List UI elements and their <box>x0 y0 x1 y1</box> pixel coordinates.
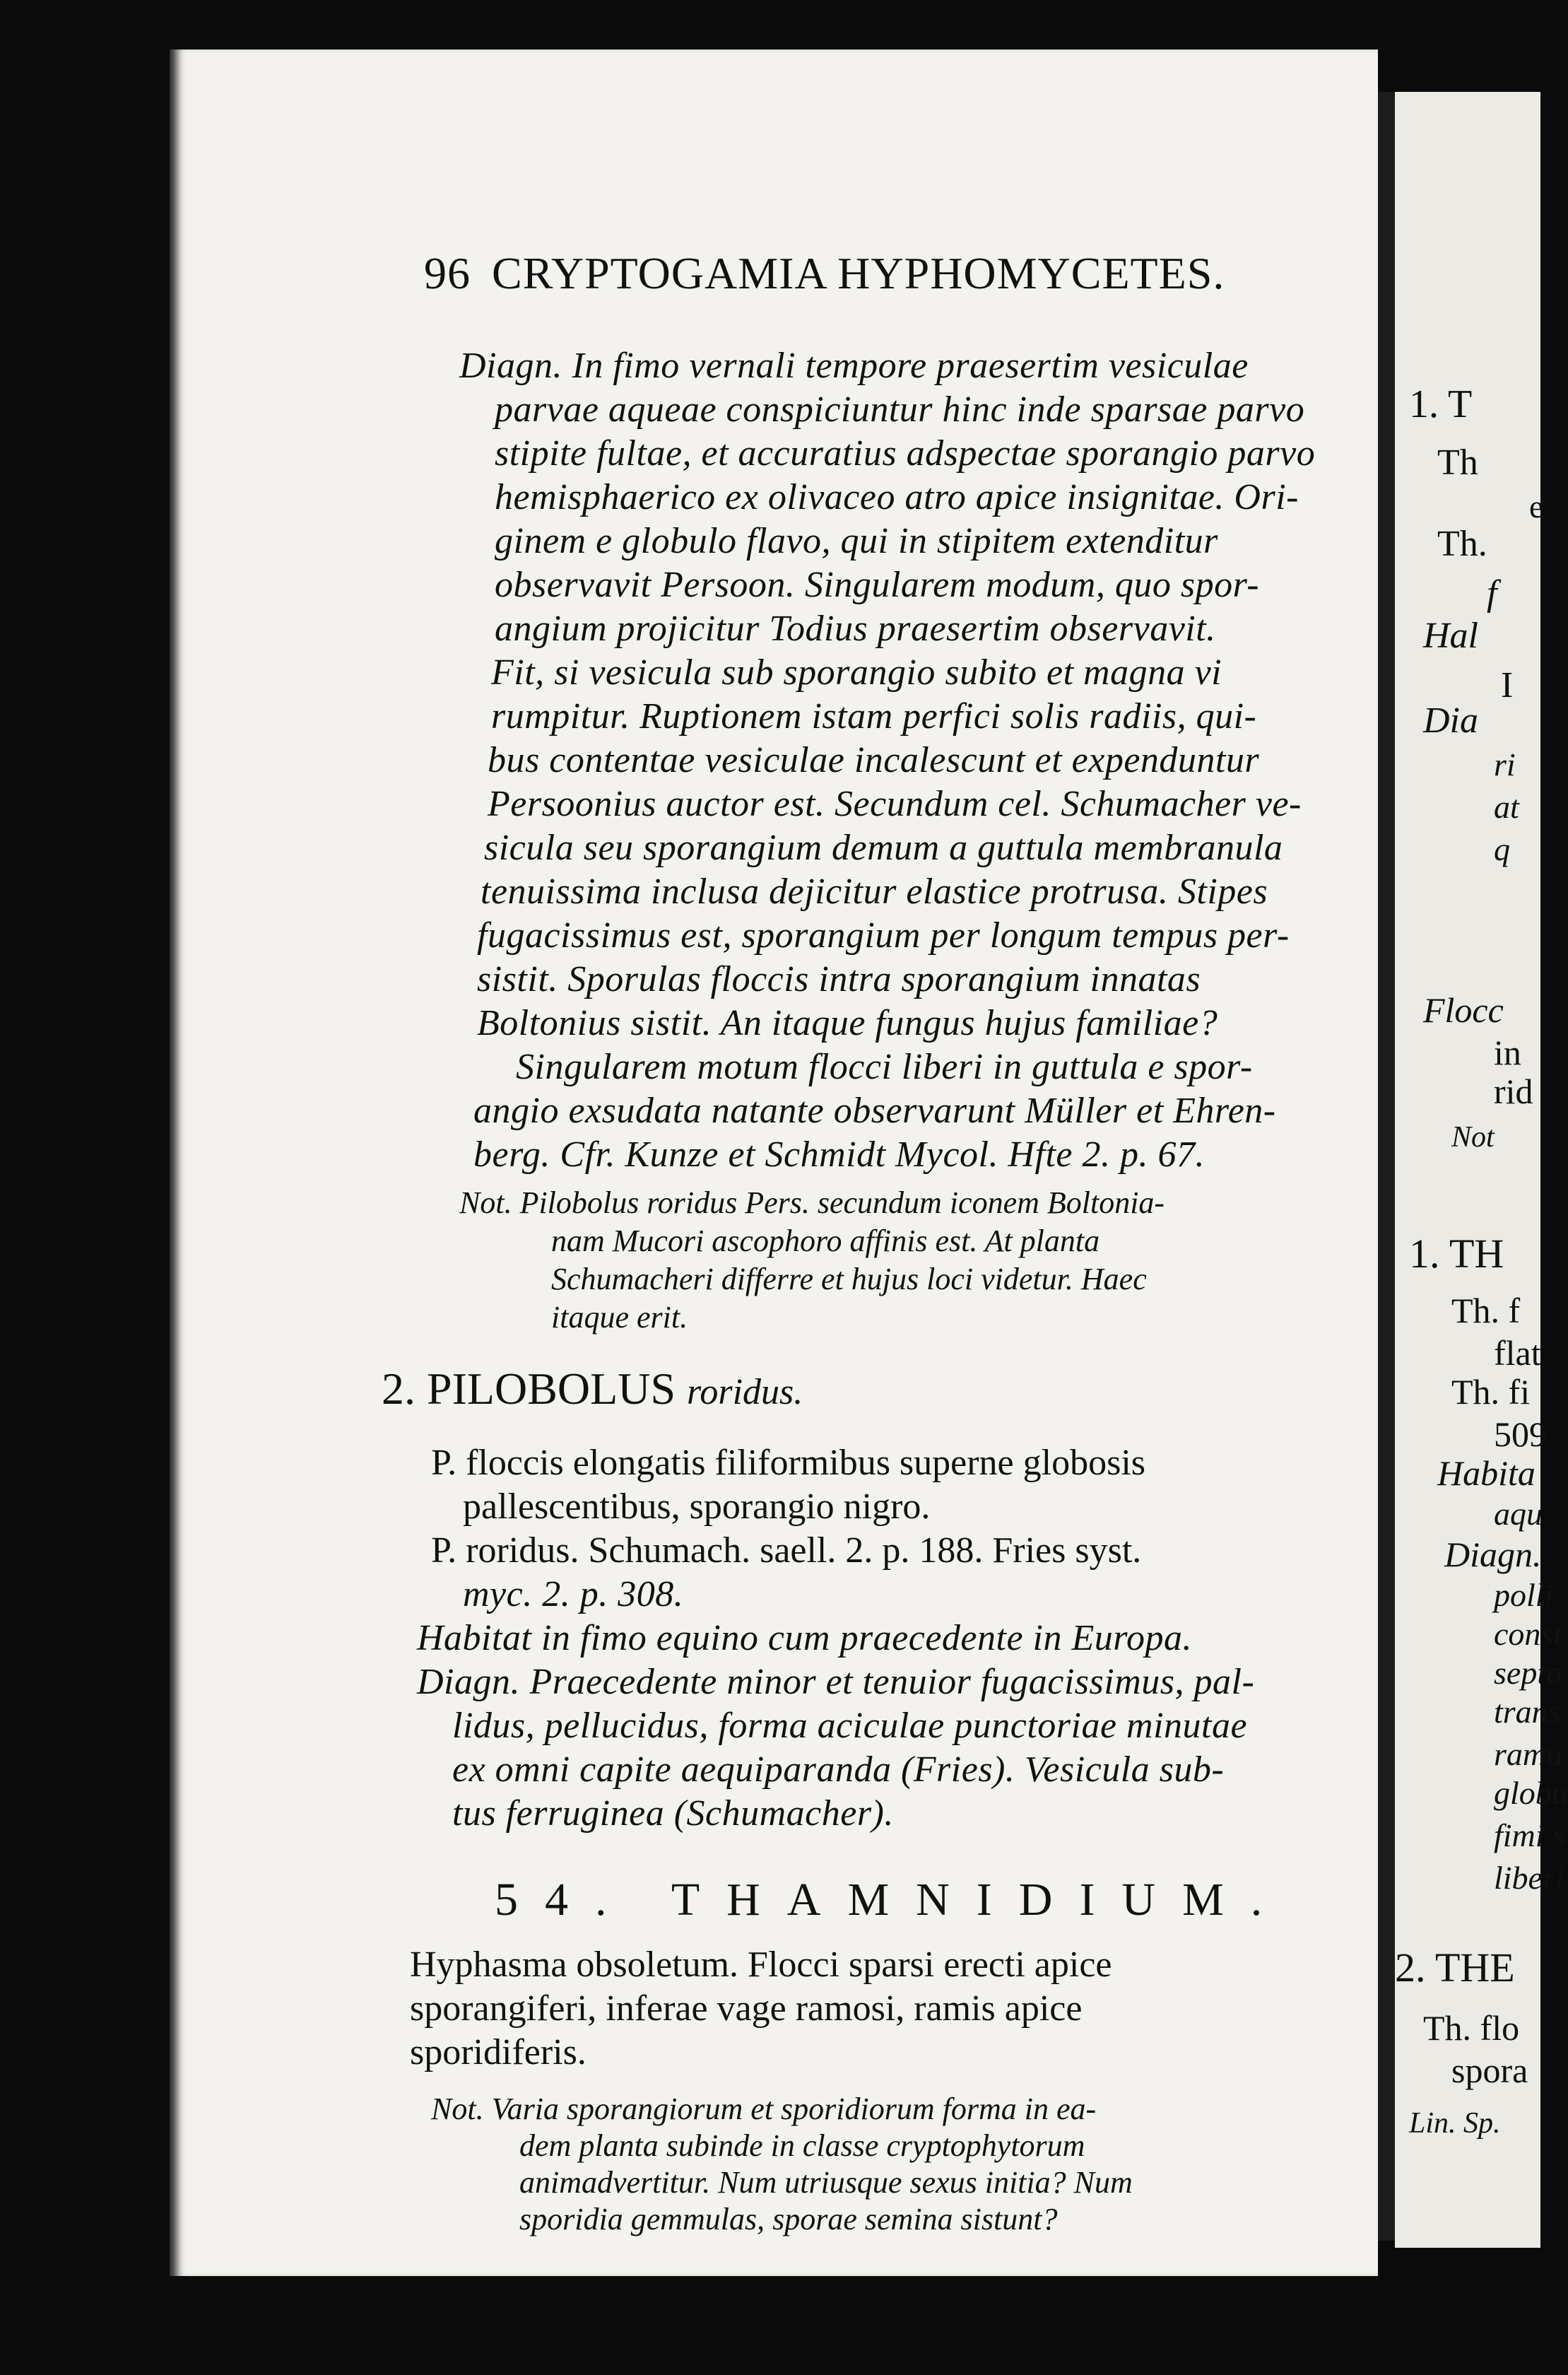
text-line: angio exsudata natante observarunt Müller et Ehren- <box>473 1091 1276 1131</box>
text-line: ex omni capite aequiparanda (Fries). Vesicula sub- <box>452 1749 1225 1790</box>
facing-text: Habita <box>1437 1453 1535 1493</box>
text-line: Habitat in fimo equino cum praecedente in Europa. <box>417 1618 1193 1658</box>
text-line: Boltonius sistit. An itaque fungus hujus familiae? <box>477 1003 1218 1043</box>
facing-text: spora <box>1451 2051 1528 2090</box>
note-line: nam Mucori ascophoro affinis est. At planta <box>551 1224 1100 1258</box>
text-line: observavit Persoon. Singularem modum, quo spor- <box>495 565 1260 605</box>
facing-text: ri <box>1494 746 1516 782</box>
facing-text: I <box>1501 665 1514 705</box>
note-line: Schumacheri differre et hujus loci videtur. Haec <box>551 1262 1147 1296</box>
text-line: Diagn. In fimo vernali tempore praesertim vesiculae <box>459 346 1249 386</box>
facing-text: rid <box>1494 1072 1533 1111</box>
genus-name: THAMNIDIUM. <box>671 1874 1290 1925</box>
species-genus: PILOBOLUS <box>427 1364 676 1414</box>
facing-text: Dia <box>1423 700 1478 741</box>
text-line: parvae aqueae conspiciuntur hinc inde sparsae parvo <box>495 389 1305 430</box>
text-line: fugacissimus est, sporangium per longum tempus per- <box>477 915 1290 956</box>
note-line: Not. Varia sporangiorum et sporidiorum forma in ea- <box>431 2092 1097 2126</box>
facing-text: f <box>1487 573 1497 614</box>
text-line: myc. 2. p. 308. <box>463 1574 684 1614</box>
text-line: pallescentibus, sporangio nigro. <box>463 1486 931 1527</box>
text-line: sistit. Sporulas floccis intra sporangium innatas <box>477 959 1201 999</box>
facing-text: q <box>1494 831 1510 867</box>
facing-text: Th. f <box>1451 1291 1521 1330</box>
facing-text: in <box>1494 1033 1521 1072</box>
text-line: Hyphasma obsoletum. Flocci sparsi erecti apice <box>410 1945 1112 1985</box>
facing-text: Th. fi <box>1451 1372 1531 1412</box>
note-line: itaque erit. <box>551 1300 688 1335</box>
facing-text: liberi <box>1494 1860 1564 1896</box>
note-line: dem planta subinde in classe cryptophytorum <box>519 2128 1085 2163</box>
facing-text: 1. T <box>1409 382 1473 426</box>
text-line: tenuissima inclusa dejicitur elastice protrusa. Stipes <box>481 872 1268 912</box>
facing-text: Diagn. <box>1444 1535 1542 1574</box>
facing-text: 2. THE <box>1395 1945 1515 1990</box>
facing-text: trans <box>1494 1694 1561 1730</box>
facing-text: Th. flo <box>1423 2008 1520 2048</box>
facing-text: globu <box>1494 1775 1568 1811</box>
text-line: hemisphaerico ex olivaceo atro apice insignitae. Ori- <box>495 477 1299 517</box>
text-line: bus contentae vesiculae incalescunt et expenduntur <box>488 740 1260 780</box>
text-line: sicula seu sporangium demum a guttula membranula <box>484 828 1283 868</box>
text-line: sporangiferi, inferae vage ramosi, ramis apice <box>410 1988 1083 2029</box>
text-line: rumpitur. Ruptionem istam perfici solis radiis, qui- <box>491 696 1257 737</box>
text-line: Persoonius auctor est. Secundum cel. Schumacher ve- <box>488 784 1302 824</box>
text-line: stipite fultae, et accuratius adspectae sporangio parvo <box>495 433 1316 474</box>
facing-text: at <box>1494 789 1519 825</box>
facing-text: flat <box>1494 1333 1541 1373</box>
facing-text: Th. <box>1437 524 1487 564</box>
text-line: berg. Cfr. Kunze et Schmidt Mycol. Hfte 2. p. 67. <box>473 1134 1205 1175</box>
facing-text: const <box>1494 1616 1563 1652</box>
facing-text: ramu <box>1494 1736 1563 1772</box>
genus-number: 54. <box>495 1874 634 1925</box>
note-line: animadvertitur. Num utriusque sexus initia? Num <box>519 2165 1133 2200</box>
text-line: P. roridus. Schumach. saell. 2. p. 188. Fries syst. <box>431 1530 1142 1571</box>
facing-text: Hal <box>1423 616 1478 656</box>
facing-text: e <box>1529 488 1544 524</box>
facing-text: fimi s <box>1494 1817 1565 1853</box>
text-line: Fit, si vesicula sub sporangio subito et magna vi <box>491 652 1222 693</box>
running-head <box>424 247 1225 300</box>
species-number: 2. <box>382 1364 415 1414</box>
text-line: Singularem motum flocci liberi in guttula e spor- <box>516 1047 1253 1087</box>
facing-text: 509 <box>1494 1414 1547 1454</box>
text-line: P. floccis elongatis filiformibus superne globosis <box>431 1443 1146 1483</box>
text-line: sporidiferis. <box>410 2032 586 2072</box>
facing-text: polli <box>1494 1577 1554 1613</box>
facing-text: aqu <box>1494 1496 1543 1532</box>
running-title: CRYPTOGAMIA HYPHOMYCETES. <box>492 248 1225 298</box>
genus-heading <box>495 1873 1289 1927</box>
book-gutter <box>1378 92 1395 2241</box>
facing-text: Flocc <box>1423 990 1504 1030</box>
facing-text: Th <box>1437 442 1478 483</box>
facing-text: 1. TH <box>1409 1231 1504 1277</box>
facing-page-fragment <box>1395 92 1568 2248</box>
note-line: Not. Pilobolus roridus Pers. secundum iconem Boltonia- <box>459 1185 1165 1220</box>
text-line: Diagn. Praecedente minor et tenuior fugacissimus, pal- <box>417 1662 1255 1702</box>
species-heading <box>382 1363 803 1415</box>
note-line: sporidia gemmulas, sporae semina sistunt? <box>519 2202 1058 2236</box>
text-line: ginem e globulo flavo, qui in stipitem extenditur <box>495 521 1218 561</box>
text-line: tus ferruginea (Schumacher). <box>452 1793 894 1834</box>
text-line: angium projicitur Todius praesertim observavit. <box>495 609 1216 649</box>
facing-text: septa <box>1494 1655 1563 1691</box>
page-number: 96 <box>424 248 471 298</box>
facing-text: Lin. Sp. <box>1409 2107 1501 2140</box>
text-line: lidus, pellucidus, forma aciculae punctoriae minutae <box>452 1706 1248 1746</box>
facing-text: Not <box>1451 1121 1495 1154</box>
species-epithet: roridus. <box>687 1372 803 1412</box>
